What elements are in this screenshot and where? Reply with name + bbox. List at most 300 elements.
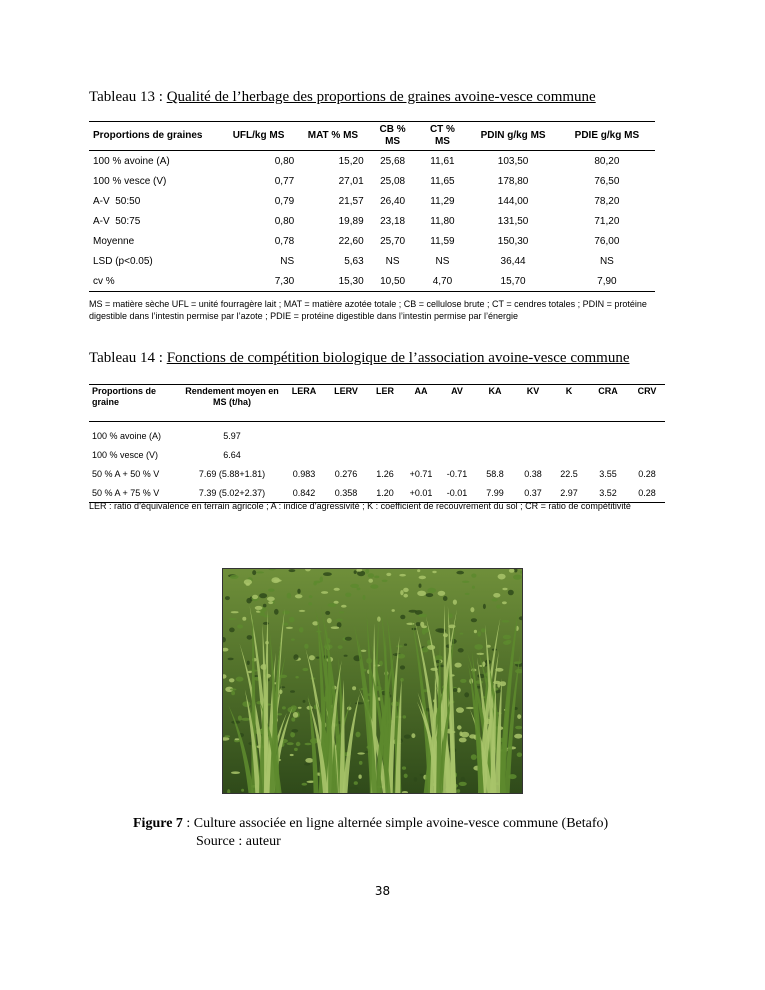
table13-header-row (89, 122, 655, 151)
table-cell: 100 % avoine (A) (93, 155, 170, 167)
table-row (89, 271, 655, 292)
table-cell: NS (280, 255, 295, 267)
table-cell: -0.01 (446, 487, 468, 498)
vetch-leaf (515, 726, 522, 729)
vetch-leaf (242, 701, 250, 707)
vetch-leaf (291, 717, 295, 721)
vetch-leaf (231, 771, 240, 774)
table-cell: 50 % A + 50 % V (92, 468, 160, 479)
table-cell: 0,79 (274, 195, 295, 207)
vetch-leaf (354, 781, 358, 785)
vetch-leaf (368, 573, 374, 578)
table-cell: 22,60 (338, 235, 364, 247)
vetch-leaf (230, 688, 237, 690)
vetch-leaf (517, 752, 522, 757)
vetch-leaf (370, 584, 378, 588)
table-cell: 0.276 (334, 468, 358, 479)
figure-caption (133, 815, 608, 851)
vetch-leaf (508, 590, 514, 596)
vetch-leaf (303, 700, 306, 703)
vetch-leaf (308, 602, 312, 605)
table-cell (475, 422, 515, 446)
vetch-leaf (386, 573, 391, 576)
table-cell: 2.97 (560, 487, 578, 498)
table-cell: NS (385, 255, 400, 267)
table13-header-cell: PDIN g/kg MS (480, 130, 546, 141)
vetch-leaf (432, 571, 436, 573)
vetch-leaf (334, 588, 340, 591)
vetch-leaf (298, 707, 302, 709)
table-cell: 5.97 (223, 430, 241, 441)
vetch-leaf (474, 644, 483, 650)
table-cell (587, 422, 629, 446)
vetch-leaf (409, 610, 418, 613)
table-cell: 76,50 (594, 175, 620, 187)
table-cell: 7.99 (486, 487, 504, 498)
vetch-leaf (289, 569, 296, 572)
vetch-leaf (349, 787, 358, 789)
table-cell: 78,20 (594, 195, 620, 207)
vetch-leaf (242, 617, 246, 621)
table-row (89, 445, 665, 464)
vetch-leaf (297, 589, 300, 594)
vetch-leaf (294, 748, 298, 751)
table-cell: 0,80 (274, 215, 295, 227)
vetch-leaf (426, 593, 433, 597)
table13-note: MS = matière sèche UFL = unité fourragère lait ; MAT = matière azotée totale ; CB = cellulose brute ; CT = cendres totales ; PDIN = protéine digestible dans l’intestin permise par l’azote ; PDIE = protéine digestible dans l’intestin permise par l’énergie (89, 299, 647, 321)
vetch-leaf (283, 623, 289, 626)
vetch-leaf (344, 655, 348, 657)
table-cell (283, 445, 325, 464)
table-cell: 50 % A + 75 % V (92, 487, 160, 498)
table-cell (475, 445, 515, 464)
vetch-leaf (304, 644, 308, 649)
vetch-leaf (358, 775, 361, 779)
table14 (89, 384, 665, 503)
table-cell: 22.5 (560, 468, 578, 479)
vetch-leaf (299, 627, 304, 633)
table-cell: 100 % avoine (A) (92, 430, 162, 441)
table-cell (283, 422, 325, 446)
vetch-leaf (267, 597, 275, 602)
table-cell: 0,78 (274, 235, 295, 247)
table14-header-cell: Proportions de graine (92, 386, 157, 407)
table-cell: 15,70 (500, 275, 526, 287)
vetch-leaf (466, 707, 475, 709)
table-cell: 21,57 (338, 195, 364, 207)
vetch-leaf (404, 774, 408, 778)
vetch-leaf (400, 678, 404, 682)
table-cell: NS (435, 255, 450, 267)
table14-header-cell: AV (451, 386, 463, 396)
vetch-leaf (268, 601, 273, 604)
vetch-leaf (299, 610, 306, 612)
table13-header-cell: CB % MS (379, 124, 406, 147)
vetch-leaf (241, 789, 244, 792)
vetch-leaf (453, 688, 458, 692)
table-cell: 100 % vesce (V) (92, 449, 159, 460)
vetch-leaf (309, 595, 313, 598)
vetch-leaf (400, 615, 405, 620)
vetch-leaf (290, 690, 295, 693)
table13-header-cell: PDIE g/kg MS (574, 130, 640, 141)
vetch-leaf (231, 611, 239, 613)
vetch-leaf (291, 639, 295, 641)
vetch-leaf (236, 677, 244, 682)
vetch-leaf (314, 581, 321, 584)
table14-header-cell: K (565, 386, 573, 396)
vetch-leaf (260, 612, 265, 616)
table14-header-cell: LERV (334, 386, 358, 396)
table-cell: 27,01 (338, 175, 364, 187)
table-cell: 3.55 (599, 468, 617, 479)
vetch-leaf (457, 789, 461, 793)
vetch-leaf (241, 718, 250, 721)
vetch-leaf (361, 650, 367, 652)
vetch-leaf (302, 786, 306, 792)
table13-header-cell: MAT % MS (307, 130, 359, 141)
table-cell (629, 422, 665, 446)
vetch-leaf (419, 584, 422, 588)
vetch-leaf (493, 593, 500, 598)
table-cell: 178,80 (497, 175, 529, 187)
vetch-leaf (336, 619, 343, 622)
vetch-leaf (414, 777, 418, 782)
table-cell: 7,90 (597, 275, 617, 287)
table-cell: 131,50 (497, 215, 529, 227)
vetch-leaf (356, 732, 361, 738)
vetch-leaf (438, 591, 446, 596)
table13-header-cell: Proportions de graines (93, 130, 203, 141)
table-cell: 36,44 (500, 255, 526, 267)
table-cell: 0.37 (524, 487, 542, 498)
vetch-leaf (503, 635, 511, 640)
vetch-leaf (255, 606, 263, 610)
table-cell: 26,40 (380, 195, 406, 207)
vetch-leaf (252, 595, 258, 599)
vetch-leaf (456, 707, 464, 713)
vetch-leaf (238, 715, 242, 720)
table-cell: 71,20 (594, 215, 620, 227)
table14-header-row (89, 385, 665, 422)
table-cell: 1.26 (376, 468, 394, 479)
vetch-leaf (469, 734, 476, 738)
table14-header-cell: CRA (598, 386, 618, 396)
table-cell: 0.358 (334, 487, 358, 498)
vetch-leaf (462, 581, 469, 583)
table-cell: NS (599, 255, 614, 267)
vetch-leaf (359, 761, 363, 765)
vetch-leaf (417, 591, 426, 596)
vetch-leaf (295, 594, 303, 598)
vetch-leaf (268, 589, 275, 592)
table-cell: 58.8 (486, 468, 504, 479)
vetch-leaf (338, 645, 343, 649)
table-row (89, 171, 655, 191)
vetch-leaf (382, 580, 388, 583)
table-cell: 15,30 (338, 275, 364, 287)
table-cell: 7,30 (274, 275, 295, 287)
vetch-leaf (461, 777, 466, 783)
vetch-leaf (435, 628, 444, 632)
vetch-leaf (307, 781, 315, 783)
vetch-leaf (502, 601, 507, 604)
vetch-leaf (453, 600, 457, 605)
vetch-leaf (331, 626, 340, 629)
table-cell: +0.01 (409, 487, 433, 498)
vetch-leaf (248, 671, 252, 673)
table14-title (89, 350, 630, 367)
table-cell: A-V 50:50 (93, 195, 141, 207)
table14-header-cell: KA (488, 386, 502, 396)
table-row (89, 422, 665, 446)
vetch-leaf (443, 596, 448, 601)
vetch-leaf (435, 655, 443, 660)
vetch-leaf (263, 622, 269, 625)
vetch-leaf (282, 706, 286, 709)
table-cell: 19,89 (338, 215, 364, 227)
table-cell: 15,20 (338, 155, 364, 167)
table14-header-cell: LERA (291, 386, 317, 396)
vetch-leaf (274, 579, 282, 582)
table-cell: 1.20 (376, 487, 394, 498)
vetch-leaf (472, 586, 475, 589)
table-cell: 0.38 (524, 468, 542, 479)
table14-header-cell: AA (414, 386, 428, 396)
table-cell (515, 445, 551, 464)
vetch-leaf (345, 593, 351, 598)
vetch-leaf (457, 725, 462, 729)
table-cell: A-V 50:75 (93, 215, 141, 227)
table-row (89, 231, 655, 251)
vetch-leaf (235, 738, 240, 740)
vetch-leaf (224, 735, 230, 737)
table-cell: 5,63 (344, 255, 364, 267)
page-number: 38 (374, 884, 391, 898)
figure-separator: : (182, 816, 194, 831)
vetch-leaf (354, 570, 357, 574)
table13-title-text: Qualité de l’herbage des proportions de graines avoine-vesce commune (166, 89, 596, 105)
table-cell (439, 445, 475, 464)
table-row (89, 191, 655, 211)
table-cell: 3.52 (599, 487, 617, 498)
vetch-leaf (305, 743, 312, 745)
table-cell: 144,00 (497, 195, 529, 207)
vetch-leaf (304, 763, 310, 766)
table-cell: Moyenne (93, 235, 135, 247)
table-cell: 76,00 (594, 235, 620, 247)
table13-header-cell: CT % MS (429, 124, 455, 147)
table13-header-cell: UFL/kg MS (232, 130, 285, 141)
vetch-leaf (443, 633, 448, 637)
vetch-leaf (402, 766, 406, 769)
vetch-leaf (502, 588, 507, 590)
vetch-leaf (229, 628, 235, 633)
vetch-leaf (228, 658, 234, 661)
table-cell: 0,80 (274, 155, 295, 167)
vetch-leaf (417, 569, 420, 572)
vetch-leaf (460, 679, 466, 683)
vetch-leaf (464, 692, 469, 697)
table-row (89, 251, 655, 271)
vetch-leaf (420, 622, 424, 627)
vetch-leaf (334, 601, 339, 604)
table-cell: 10,50 (380, 275, 406, 287)
vetch-leaf (513, 575, 522, 580)
table14-header-cell: CRV (637, 386, 657, 396)
table-cell (325, 422, 367, 446)
table14-note: LER : ratio d’équivalence en terrain agricole ; A : indice d’agressivité ; K : coefficient de recouvrement du sol ; CR = ratio de compétitivité (89, 501, 631, 511)
table-cell: +0.71 (409, 468, 433, 479)
vetch-leaf (457, 688, 461, 693)
table-cell: 25,08 (380, 175, 406, 187)
vetch-leaf (328, 603, 337, 607)
vetch-leaf (305, 758, 313, 763)
vetch-leaf (403, 588, 409, 592)
vetch-leaf (459, 732, 462, 737)
table-cell: 11,65 (430, 175, 455, 187)
vetch-leaf (287, 742, 294, 745)
crop-field-photo (222, 568, 523, 794)
vetch-leaf (392, 609, 395, 612)
vetch-leaf (289, 617, 295, 623)
table-cell (403, 445, 439, 464)
table13-title (89, 89, 596, 106)
vetch-leaf (458, 648, 464, 652)
figure-source: Source : auteur (196, 834, 281, 849)
vetch-leaf (296, 742, 301, 746)
vetch-leaf (368, 579, 373, 583)
vetch-leaf (459, 782, 467, 786)
table13-title-prefix: Tableau 13 : (89, 89, 167, 105)
vetch-leaf (309, 655, 315, 660)
table-cell: 0,77 (274, 175, 295, 187)
table-cell: -0.71 (446, 468, 468, 479)
vetch-leaf (244, 579, 252, 585)
vetch-leaf (247, 635, 253, 640)
table-cell: 11,29 (430, 195, 455, 207)
table-cell: 150,30 (497, 235, 529, 247)
vetch-leaf (396, 645, 403, 647)
table-cell: 23,18 (380, 215, 406, 227)
table-cell: 7.69 (5.88+1.81) (198, 468, 266, 479)
vetch-leaf (420, 774, 424, 777)
vetch-leaf (455, 663, 462, 668)
vetch-leaf (460, 633, 464, 635)
vetch-leaf (470, 607, 474, 612)
vetch-leaf (274, 609, 279, 615)
table-row (89, 151, 655, 172)
vetch-leaf (228, 618, 236, 620)
vetch-leaf (471, 618, 477, 622)
table-row (89, 464, 665, 483)
table-cell: 25,68 (380, 155, 406, 167)
crop-field-illustration (223, 569, 522, 793)
vetch-leaf (497, 682, 500, 687)
vetch-leaf (403, 715, 407, 718)
vetch-leaf (374, 576, 379, 579)
vetch-leaf (225, 596, 230, 600)
vetch-leaf (400, 590, 403, 595)
table-cell: 0.842 (292, 487, 316, 498)
vetch-leaf (339, 611, 344, 613)
vetch-leaf (263, 604, 267, 608)
vetch-leaf (498, 574, 506, 580)
table-cell (403, 422, 439, 446)
table-row (89, 483, 665, 503)
table-cell: cv % (93, 275, 115, 287)
vetch-leaf (357, 588, 361, 591)
vetch-leaf (411, 733, 415, 738)
vetch-leaf (252, 570, 256, 575)
vetch-leaf (302, 783, 308, 786)
vetch-leaf (231, 691, 235, 695)
vetch-leaf (474, 630, 477, 633)
vetch-leaf (418, 614, 427, 617)
vetch-leaf (352, 686, 356, 690)
table-cell: 0.983 (292, 468, 316, 479)
vetch-leaf (256, 571, 264, 573)
table-cell: 0.28 (638, 468, 656, 479)
vetch-leaf (492, 598, 498, 601)
table-cell (325, 445, 367, 464)
figure-caption-text: Culture associée en ligne alternée simple avoine-vesce commune (Betafo) (193, 816, 609, 831)
vetch-leaf (323, 572, 332, 576)
table-cell: 4,70 (432, 275, 453, 287)
table14-title-prefix: Tableau 14 : (89, 350, 167, 366)
vetch-leaf (406, 623, 414, 625)
vetch-leaf (237, 624, 243, 628)
table-cell (439, 422, 475, 446)
vetch-leaf (355, 702, 364, 704)
vetch-leaf (290, 732, 295, 738)
vetch-leaf (427, 588, 436, 593)
vetch-leaf (422, 647, 428, 652)
vetch-leaf (404, 644, 407, 646)
vetch-leaf (476, 653, 484, 655)
vetch-leaf (287, 593, 292, 599)
table-cell (515, 422, 551, 446)
vetch-leaf (404, 735, 411, 739)
table-cell (629, 445, 665, 464)
vetch-leaf (286, 627, 293, 629)
vetch-leaf (399, 574, 406, 577)
vetch-leaf (477, 631, 481, 637)
table14-title-text: Fonctions de compétition biologique de l’association avoine-vesce commune (166, 350, 630, 366)
vetch-leaf (356, 788, 360, 793)
vetch-leaf (517, 714, 521, 719)
vetch-leaf (502, 620, 510, 623)
vetch-leaf (229, 678, 235, 682)
table-cell: LSD (p<0.05) (93, 255, 153, 267)
vetch-leaf (350, 584, 359, 588)
vetch-leaf (363, 595, 366, 600)
table-cell: 11,80 (430, 215, 455, 227)
vetch-leaf (345, 637, 352, 641)
vetch-leaf (483, 604, 486, 609)
vetch-leaf (316, 657, 320, 659)
table-cell: 100 % vesce (V) (93, 175, 167, 187)
vetch-leaf (357, 752, 365, 754)
vetch-leaf (503, 641, 510, 645)
table-cell (551, 422, 587, 446)
vetch-leaf (325, 611, 330, 615)
vetch-leaf (419, 576, 426, 580)
table-row (89, 211, 655, 231)
vetch-leaf (259, 593, 267, 598)
table-cell (587, 445, 629, 464)
figure-label: Figure 7 (133, 816, 183, 831)
